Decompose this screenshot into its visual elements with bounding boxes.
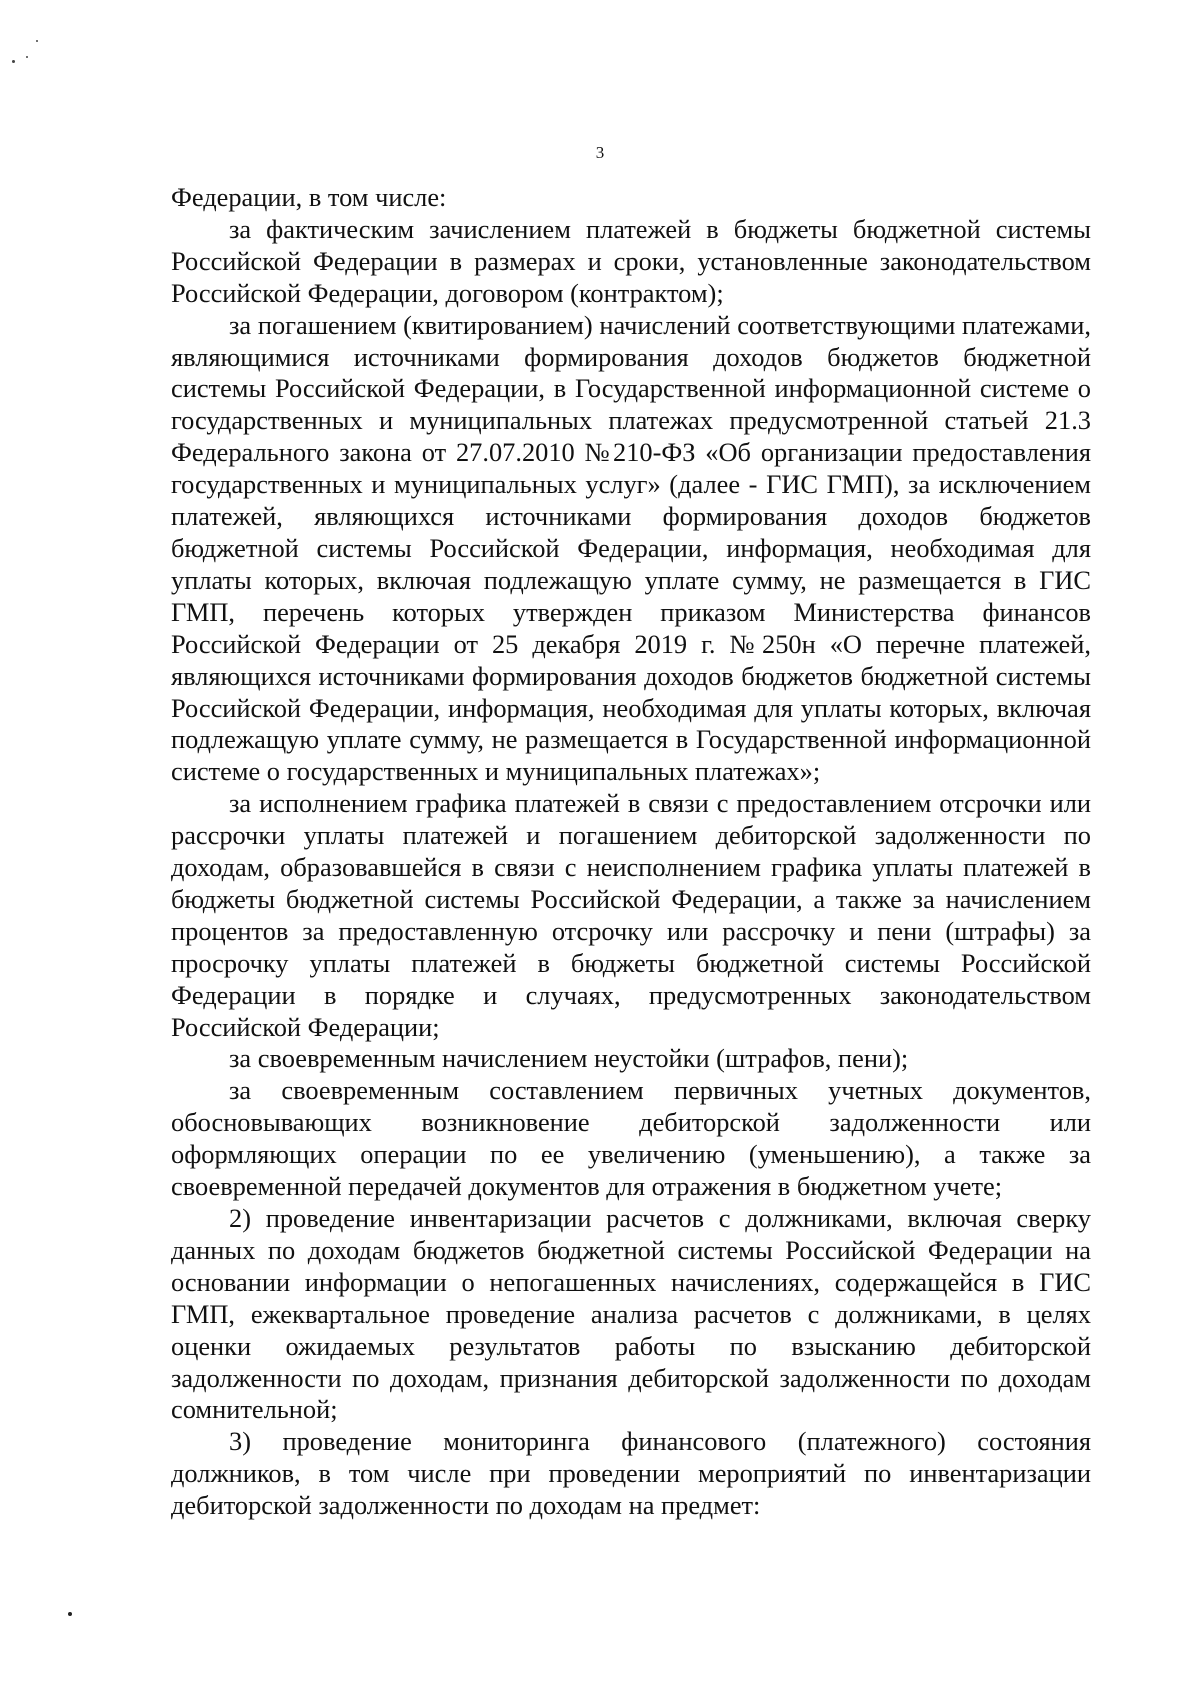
body-text	[171, 182, 1091, 1522]
paragraph: за погашением (квитированием) начислений соответствующими платежами, являющимися источниками формирования доходов бюджетов бюджетной системы Российской Федерации, в Государственной информационной системе о государственных и муниципальных платежах предусмотренной статьей 21.3 Федерального закона от 27.07.2010 №210-ФЗ «Об организации предоставления государственных и муниципальных услуг» (далее - ГИС ГМП), за исключением платежей, являющихся источниками формирования доходов бюджетов бюджетной системы Российской Федерации, информация, необходимая для уплаты которых, включая подлежащую уплате сумму, не размещается в ГИС ГМП, перечень которых утвержден приказом Министерства финансов Российской Федерации от 25 декабря 2019 г. №250н «О перечне платежей, являющихся источниками формирования доходов бюджетов бюджетной системы Российской Федерации, информация, необходимая для уплаты которых, включая подлежащую уплате сумму, не размещается в Государственной информационной системе о государственных и муниципальных платежах»;	[171, 309, 1091, 787]
paragraph: 2) проведение инвентаризации расчетов с должниками, включая сверку данных по доходам бюджетов бюджетной системы Российской Федерации на основании информации о непогашенных начислениях, содержащейся в ГИС ГМП, ежеквартальное проведение анализа расчетов с должниками, в целях оценки ожидаемых результатов работы по взысканию дебиторской задолженности по доходам, признания дебиторской задолженности по доходам сомнительной;	[171, 1203, 1091, 1425]
scan-speck	[36, 40, 38, 42]
page-number: 3	[595, 143, 605, 162]
scan-speck	[26, 56, 28, 58]
paragraph: за фактическим зачислением платежей в бюджеты бюджетной системы Российской Федерации в размерах и сроки, установленные законодательством Российской Федерации, договором (контрактом);	[171, 213, 1091, 308]
paragraph: за исполнением графика платежей в связи с предоставлением отсрочки или рассрочки уплаты платежей и погашением дебиторской задолженности по доходам, образовавшейся в связи с неисполнением графика уплаты платежей в бюджеты бюджетной системы Российской Федерации, а также за начислением процентов за предоставленную отсрочку или рассрочку и пени (штрафы) за просрочку уплаты платежей в бюджеты бюджетной системы Российской Федерации в порядке и случаях, предусмотренных законодательством Российской Федерации;	[171, 788, 1091, 1042]
scan-speck	[68, 1612, 72, 1616]
paragraph: Федерации, в том числе:	[171, 182, 447, 212]
paragraph: за своевременным составлением первичных учетных документов, обосновывающих возникновение дебиторской задолженности или оформляющих операции по ее увеличению (уменьшению), а также за своевременной передачей документов для отражения в бюджетном учете;	[171, 1075, 1091, 1202]
paragraph: 3) проведение мониторинга финансового (платежного) состояния должников, в том числе при проведении мероприятий по инвентаризации дебиторской задолженности по доходам на предмет:	[171, 1426, 1091, 1521]
paragraph: за своевременным начислением неустойки (штрафов, пени);	[229, 1043, 909, 1074]
scan-speck	[12, 60, 15, 63]
